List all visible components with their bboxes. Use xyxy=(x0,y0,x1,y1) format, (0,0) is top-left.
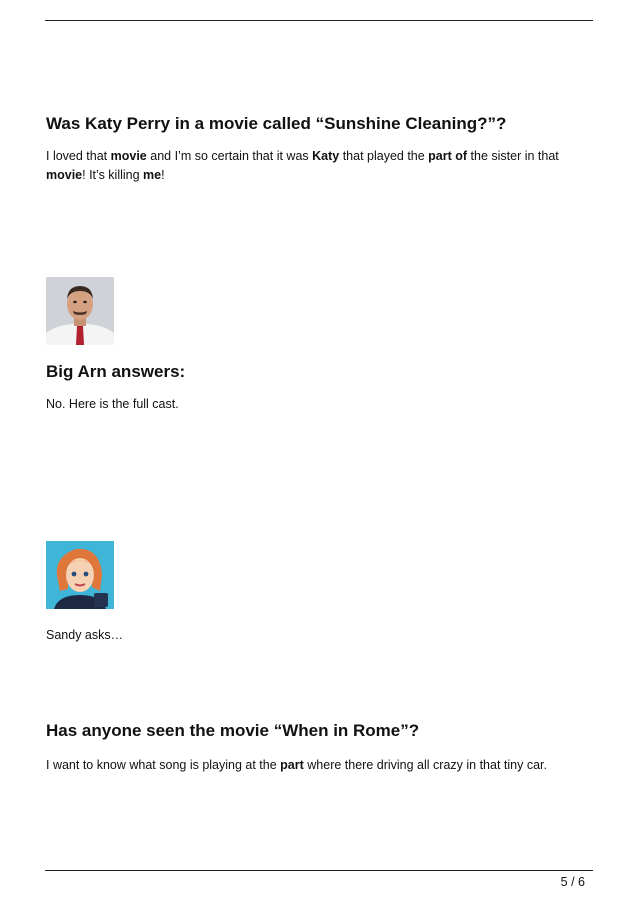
text-run: I loved that xyxy=(46,149,111,163)
bold-keyword: movie xyxy=(110,149,147,163)
text-run: I want to know what song is playing at the xyxy=(46,758,281,772)
text-run: ! It’s killing xyxy=(82,168,144,182)
answer-body: No. Here is the full cast. xyxy=(46,397,179,411)
page-number: 5 / 6 xyxy=(560,875,585,889)
text-run: the sister in that xyxy=(467,149,559,163)
question-title: Has anyone seen the movie “When in Rome”? xyxy=(46,721,420,740)
question-title: Was Katy Perry in a movie called “Sunshine Cleaning?”? xyxy=(46,114,507,133)
bold-keyword: part xyxy=(280,758,304,772)
bold-keyword: me xyxy=(143,168,162,182)
bold-keyword: Katy xyxy=(312,149,340,163)
header-rule xyxy=(45,20,593,21)
text-run: ! xyxy=(161,168,165,182)
cartoon-woman-avatar xyxy=(46,541,114,609)
text-run: that played the xyxy=(339,149,429,163)
text-run: where there driving all crazy in that tiny car. xyxy=(303,758,547,772)
footer-rule xyxy=(45,870,593,871)
bold-keyword: part of xyxy=(428,149,468,163)
text-run: and I’m so certain that it was xyxy=(146,149,313,163)
bold-keyword: movie xyxy=(46,168,83,182)
answer-heading: Big Arn answers: xyxy=(46,362,186,381)
asker-line: Sandy asks… xyxy=(46,628,124,642)
man-photo-avatar xyxy=(46,277,114,345)
question-body xyxy=(46,147,591,185)
question-body xyxy=(46,756,591,775)
